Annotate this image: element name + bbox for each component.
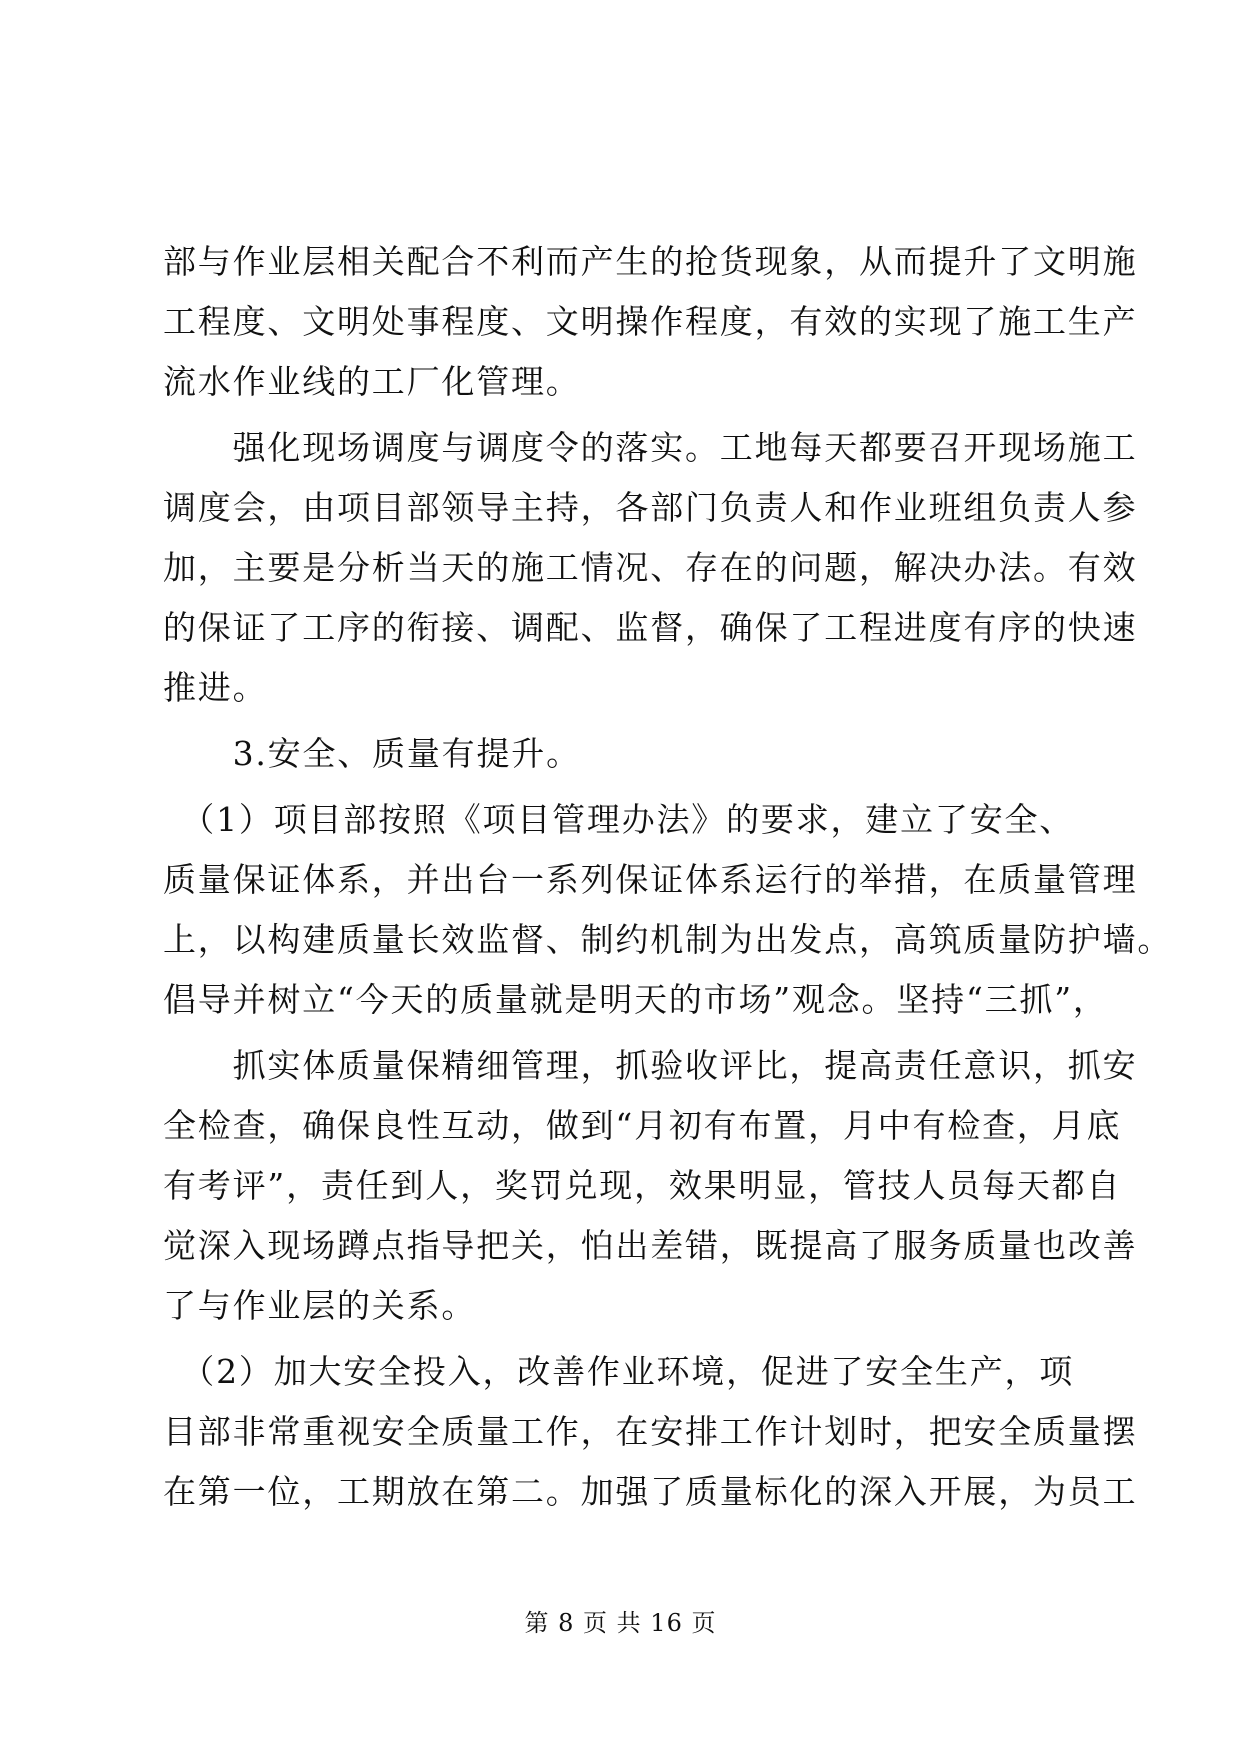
text-line: 倡导并树立“今天的质量就是明天的市场”观念。坚持“三抓”，: [163, 980, 1108, 1019]
text-line: 的保证了工序的衔接、调配、监督，确保了工程进度有序的快速: [163, 608, 1138, 647]
text-line: 推进。: [163, 668, 268, 707]
section-heading: 3.安全、质量有提升。: [163, 734, 581, 773]
text-line: 质量保证体系，并出台一系列保证体系运行的举措，在质量管理: [163, 860, 1138, 899]
text-line: 强化现场调度与调度令的落实。工地每天都要召开现场施工: [163, 428, 1138, 467]
text-line: 觉深入现场蹲点指导把关，怕出差错，既提高了服务质量也改善: [163, 1226, 1138, 1265]
page-number-footer: 第 8 页 共 16 页: [524, 1609, 717, 1637]
text-line: 调度会，由项目部领导主持，各部门负责人和作业班组负责人参: [163, 488, 1138, 527]
text-line: 有考评”，责任到人，奖罚兑现，效果明显，管技人员每天都自: [163, 1166, 1122, 1205]
text-line: 全检查，确保良性互动，做到“月初有布置，月中有检查，月底: [163, 1106, 1122, 1145]
text-line: （2）加大安全投入，改善作业环境，促进了安全生产，项: [163, 1352, 1075, 1391]
text-line: （1）项目部按照《项目管理办法》的要求，建立了安全、: [163, 800, 1075, 839]
text-line: 流水作业线的工厂化管理。: [163, 362, 581, 401]
text-line: 了与作业层的关系。: [163, 1286, 477, 1325]
text-line: 在第一位，工期放在第二。加强了质量标化的深入开展，为员工: [163, 1472, 1138, 1511]
text-line: 抓实体质量保精细管理，抓验收评比，提高责任意识，抓安: [163, 1046, 1138, 1085]
text-line: 部与作业层相关配合不利而产生的抢货现象，从而提升了文明施: [163, 242, 1138, 281]
text-line: 目部非常重视安全质量工作，在安排工作计划时，把安全质量摆: [163, 1412, 1138, 1451]
text-line: 工程度、文明处事程度、文明操作程度，有效的实现了施工生产: [163, 302, 1138, 341]
document-body: [163, 232, 1173, 1522]
text-line: 上，以构建质量长效监督、制约机制为出发点，高筑质量防护墙。: [163, 920, 1173, 959]
text-line: 加，主要是分析当天的施工情况、存在的问题，解决办法。有效: [163, 548, 1138, 587]
